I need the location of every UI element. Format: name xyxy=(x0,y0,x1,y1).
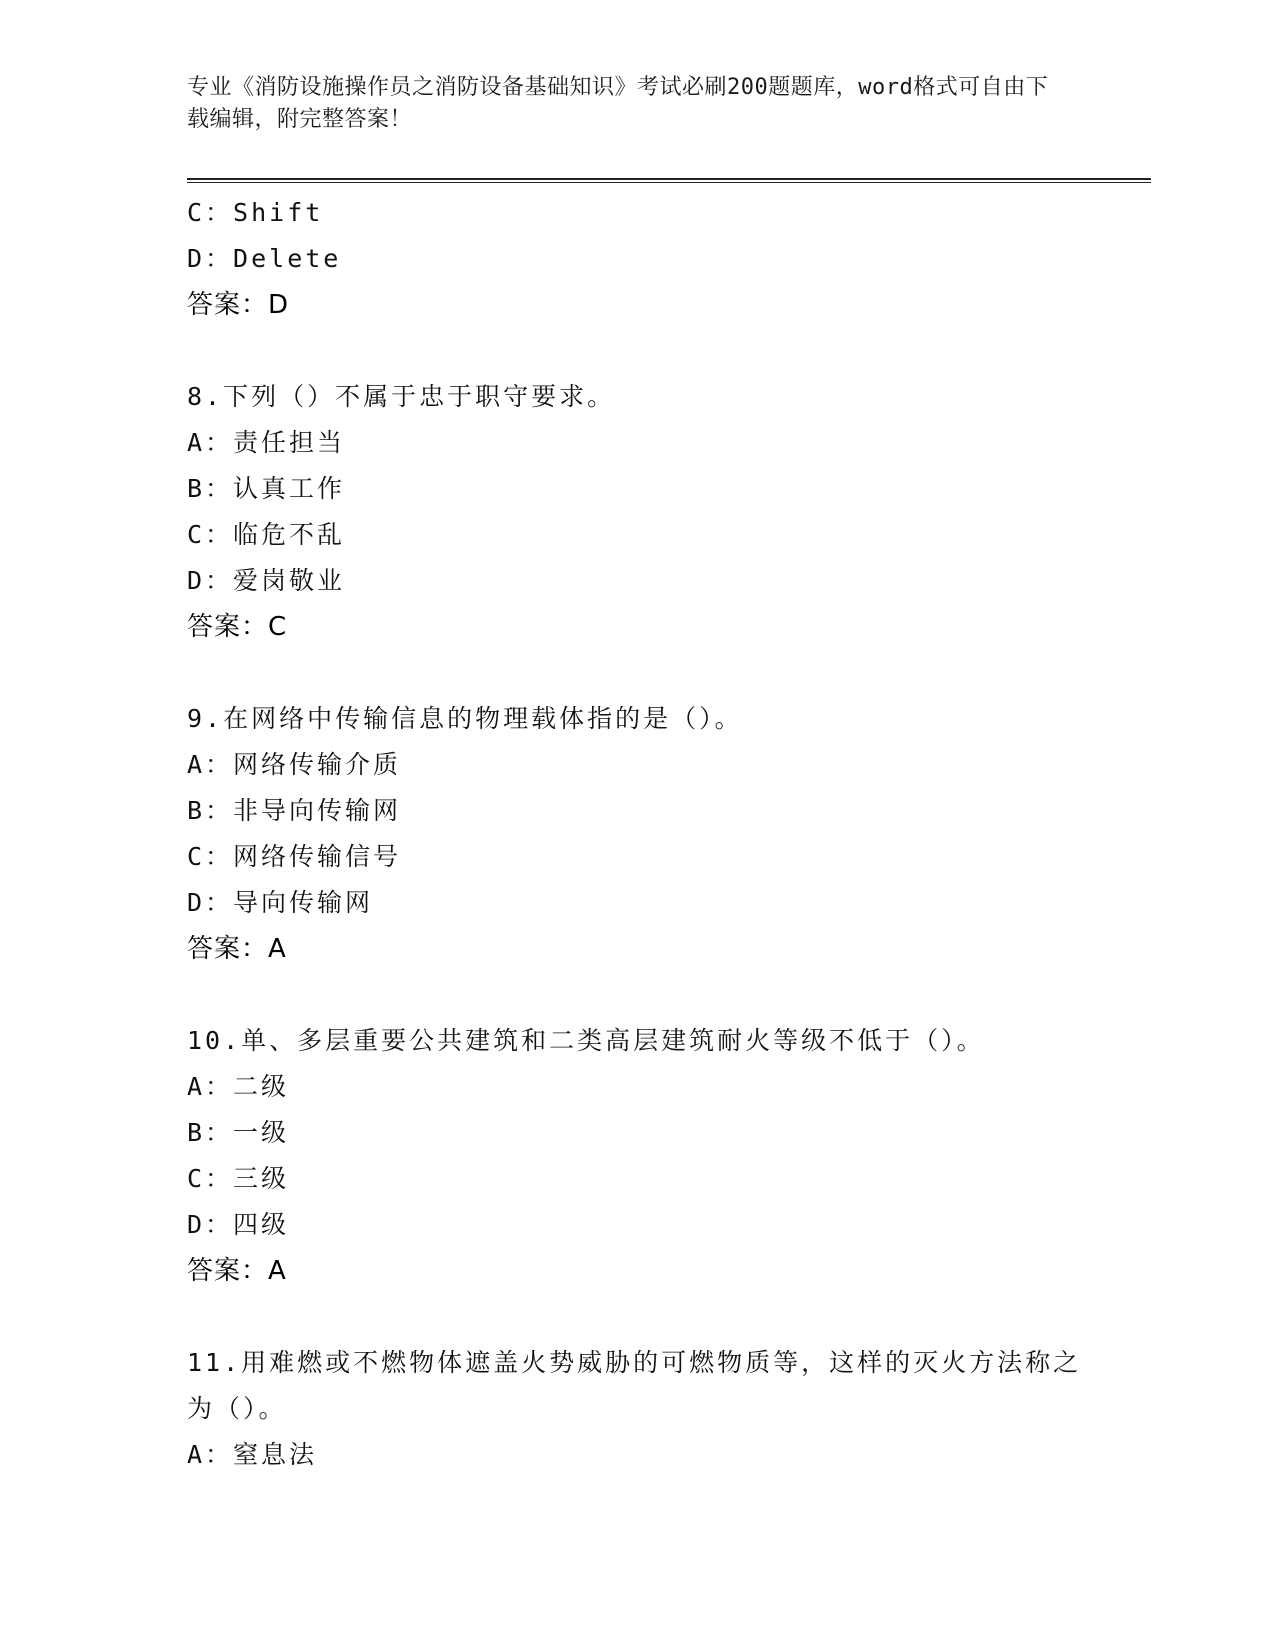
answer-line: 答案：D xyxy=(187,290,290,320)
answer-line: 答案：A xyxy=(187,934,287,964)
question-stem: 9.在网络中传输信息的物理载体指的是（）。 xyxy=(187,704,743,733)
option-a: A：责任担当 xyxy=(187,428,346,457)
answer-line: 答案：A xyxy=(187,1256,287,1286)
question-stem: 8.下列（）不属于忠于职守要求。 xyxy=(187,382,616,411)
option-d: D：爱岗敬业 xyxy=(187,566,346,595)
option-b: B：认真工作 xyxy=(187,474,346,503)
option-c: C：三级 xyxy=(187,1164,290,1193)
option-d: D：导向传输网 xyxy=(187,888,374,917)
question-8 xyxy=(187,374,1087,650)
question-9 xyxy=(187,696,1087,972)
option-a: A：窒息法 xyxy=(187,1440,318,1469)
option-d: D：四级 xyxy=(187,1210,290,1239)
option-a: A：网络传输介质 xyxy=(187,750,402,779)
question-stem: 10.单、多层重要公共建筑和二类高层建筑耐火等级不低于（）。 xyxy=(187,1026,985,1055)
option-b: B：非导向传输网 xyxy=(187,796,402,825)
question-stem: 11.用难燃或不燃物体遮盖火势威胁的可燃物质等，这样的灭火方法称之为（）。 xyxy=(187,1348,1082,1423)
option-d: D：Delete xyxy=(187,244,342,273)
option-a: A：二级 xyxy=(187,1072,290,1101)
option-c: C：临危不乱 xyxy=(187,520,346,549)
question-7-continuation xyxy=(187,190,1087,328)
document-header-title: 专业《消防设施操作员之消防设备基础知识》考试必刷200题题库，word格式可自由下载编辑，附完整答案！ xyxy=(187,75,1049,132)
question-10 xyxy=(187,1018,1087,1294)
question-11 xyxy=(187,1340,1087,1478)
answer-line: 答案：C xyxy=(187,612,288,642)
question-content xyxy=(187,190,1087,1478)
option-c: C：网络传输信号 xyxy=(187,842,402,871)
header-divider xyxy=(187,178,1151,183)
option-b: B：一级 xyxy=(187,1118,290,1147)
option-c: C：Shift xyxy=(187,198,324,227)
